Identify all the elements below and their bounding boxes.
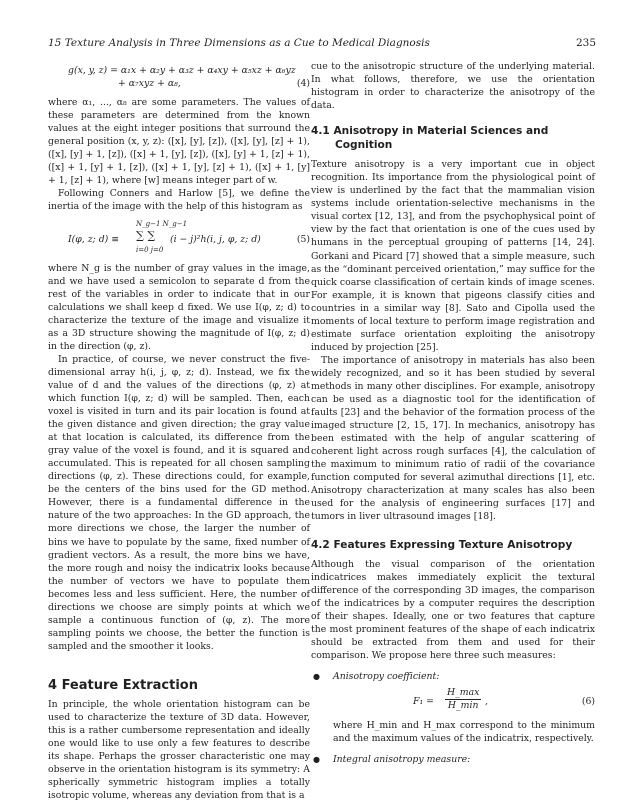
subsection-heading: 4.2 Features Expressing Texture Anisotropy — [311, 538, 573, 551]
bullet-item — [311, 670, 595, 745]
bullet-item — [311, 753, 595, 766]
section-spacer — [311, 524, 595, 538]
equation-5-rhs: (i − j)²h(i, j, φ, z; d) — [170, 233, 261, 245]
paragraph: where N_g is the number of gray values in the image, and we have used a semicolon to separate d from the rest of the variables in order to indicate that in our calculations we shall keep d fixed. We use I(φ, z; d) to characterize the texture of the image and visualize it as a 3D structure showing the magnitude of I(φ, z; d) in the direction (φ, z). — [48, 262, 310, 352]
bullet-label: Integral anisotropy measure: — [333, 754, 471, 766]
equation-5-sum-symbol: ∑ ∑ — [136, 228, 156, 242]
equation-6 — [333, 687, 595, 715]
paragraph: The importance of anisotropy in materials has also been widely recognized, and so it has been studied by several methods in many other disciplines. For example, anisotropy can be used as a diagnostic tool for the identification of faults [23] and the behavior of the formation process of the imaged structure [2, 15, 17]. In mechanics, anisotropy has been estimated with the help of angular scattering of coherent light across rough surfaces [4], the calculation of the maximum to minimum ratio of radii of the covariance function computed for several azimuthal directions [1], etc. Anisotropy characterization at many scales has also been used for the analysis of engineering surfaces [17] and tumors in liver ultrasound images [18]. — [311, 354, 595, 523]
subsection-heading-line-1: 4.1 Anisotropy in Material Sciences and — [311, 125, 549, 138]
section-spacer — [311, 112, 595, 124]
paragraph: Texture anisotropy is a very important cue in object recognition. Its importance from the physiological point of view is underlined by the fact that the mammalian vision systems include orientation-selective mechanisms in the visual cortex [12, 13], and from the psychophysical point of view by the fact that orientation is one of the cues used by humans in the perceptual grouping of patterns [14, 24]. Gorkani and Picard [7] showed that a simple measure, such as the “dominant perceived orientation,” may suffice for the quick coarse classification of certain kinds of image scenes. For example, it is known that pigeons classify cities and countries in a similar way [8]. Sato and Cipolla used the moments of local texture to perform image registration and estimate surface orientation exploiting the anisotropy induced by projection [25]. — [311, 159, 595, 353]
paragraph: In practice, of course, we never construct the five-dimensional array h(i, j, φ, z; d). Instead, we fix the value of d and the values of the directions (φ, z) at which function I(φ, z; d) will be sampled. Then, each voxel is visited in turn and its pair location is found at the given distance and given direction; the gray value at that location is calculated, its difference from the gray value of the voxel is found, and it is squared and accumulated. This is repeated for all chosen sampling directions (φ, z). These directions could, for example, be the centers of the bins used for the GD method. However, there is a fundamental difference in the nature of the two approaches: In the GD approach, the more directions we chose, the larger the number of bins we have to populate by the same, fixed number of gradient vectors. As a result, the more bins we have, the more rough and noisy the indicatrix looks because the number of vectors we have to populate them becomes less and less sufficient. Here, the number of directions we choose are simply points at which we sample a continuous function of (φ, z). The more sampling points we choose, the better the function is sampled and the smoother it looks. — [48, 353, 310, 652]
equation-5-sum-upper: N_g−1 N_g−1 — [136, 219, 188, 228]
equation-5-number: (5) — [296, 233, 310, 245]
bullet-label: Anisotropy coefficient: — [333, 670, 440, 682]
list-spacer — [311, 662, 595, 670]
paragraph: where α₁, ..., α₈ are some parameters. The values of these parameters are determined from the known values at the eight integer positions that surround the general position (x, y, z): ([x], [y], [z]), ([x], [y], [z] + 1), ([x], [y] + 1, [z]), ([x] + 1, [y], [z]), ([x], [y] + 1, [z] + 1), ([x] + 1, [y] + 1, [z]), ([x] + 1, [y], [z] + 1), ([x] + 1, [y] + 1, [z] + 1), where [w] means integer part of w. — [48, 97, 310, 187]
equation-4-number: (4) — [296, 78, 310, 89]
page-number: 235 — [575, 37, 596, 49]
running-header — [48, 37, 596, 49]
fraction-numerator: H_max — [447, 686, 480, 698]
subsection-heading-line-2: Cognition — [335, 139, 393, 152]
equation-4-line-2: + α₇xyz + α₈, — [118, 78, 181, 90]
paragraph: where H_min and H_max correspond to the minimum and the maximum values of the indicatrix, respectively. — [333, 719, 595, 744]
paragraph: Following Conners and Harlow [5], we define the inertia of the image with the help of this histogram as — [48, 188, 310, 213]
equation-6-number: (6) — [581, 695, 595, 707]
equation-6-tail: , — [485, 695, 488, 707]
equation-5-lhs: I(φ, z; d) ≡ — [68, 233, 120, 245]
paragraph: Although the visual comparison of the orientation indicatrices makes immediately explicit the textural difference of the corresponding 3D images, the comparison of the indicatrices by a computer requires the description of their shapes. Ideally, one or two features that capture the most prominent features of the shape of each indicatrix should be extracted from them and used for their comparison. We propose here three such measures: — [311, 558, 595, 661]
right-column — [311, 60, 595, 766]
left-column — [48, 60, 310, 802]
list-spacer — [311, 745, 595, 753]
subsection-heading — [311, 124, 595, 152]
fraction-denominator: H_min — [447, 699, 479, 711]
chapter-title: 15 Texture Analysis in Three Dimensions as a Cue to Medical Diagnosis — [48, 37, 430, 49]
equation-5 — [48, 220, 310, 258]
equation-4-line-1: g(x, y, z) = α₁x + α₂y + α₃z + α₄xy + α₅xz + α₆yz — [68, 65, 296, 76]
equation-6-lhs: F₁ = — [413, 695, 434, 707]
paragraph: cue to the anisotropic structure of the underlying material. In what follows, therefore, we use the orientation histogram in order to characterize the anisotropy of the data. — [311, 61, 595, 112]
equation-5-sum-lower: i=0 j=0 — [136, 245, 164, 254]
paragraph: In principle, the whole orientation histogram can be used to characterize the texture of 3D data. However, this is a rather cumbersome representation and ideally one would like to use only a few features to describe its shape. Perhaps the grosser characteristic one may observe in the orientation histogram is its symmetry: A spherically symmetric histogram implies a totally isotropic volume, whereas any deviation from that is a — [48, 698, 310, 802]
section-heading: 4 Feature Extraction — [48, 677, 198, 693]
equation-6-fraction — [445, 687, 481, 712]
equation-4 — [48, 64, 310, 90]
section-spacer — [48, 653, 310, 679]
